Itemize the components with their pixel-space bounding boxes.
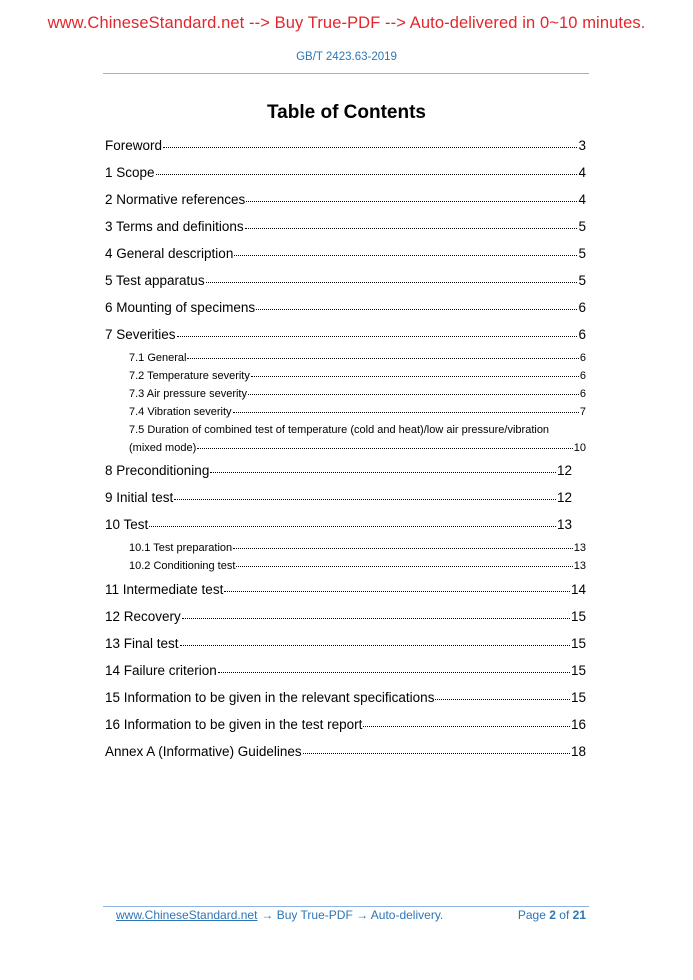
toc-leader	[156, 174, 578, 175]
toc-entry-page: 13	[573, 542, 586, 554]
toc-entry-page: 6	[578, 327, 586, 342]
toc-entry-title: 14 Failure criterion	[105, 663, 217, 678]
page-label: Page	[517, 908, 546, 922]
toc-entry-title: 16 Information to be given in the test report	[105, 717, 363, 732]
page-number: 2	[549, 908, 556, 922]
toc-entry-title: 6 Mounting of specimens	[105, 300, 256, 315]
toc-subentry[interactable]	[129, 352, 586, 364]
toc-entry-title: 12 Recovery	[105, 609, 181, 624]
toc-entry[interactable]	[105, 636, 586, 651]
toc-leader	[435, 699, 570, 700]
page-total: 21	[572, 908, 586, 922]
toc-entry-title: 5 Test apparatus	[105, 273, 205, 288]
toc-leader	[197, 448, 573, 449]
toc-leader	[180, 645, 570, 646]
toc-entry-title: 8 Preconditioning	[105, 463, 210, 478]
toc-entry-title: 9 Initial test	[105, 490, 174, 505]
toc-entry-title: 10 Test	[105, 517, 149, 532]
footer-divider	[103, 906, 589, 907]
toc-leader	[182, 618, 570, 619]
toc-entry-title: 7.2 Temperature severity	[129, 370, 250, 382]
toc-leader	[234, 255, 577, 256]
toc-entry-title: 13 Final test	[105, 636, 179, 651]
toc-entry[interactable]	[105, 690, 586, 705]
toc-entry-page: 15	[570, 609, 586, 624]
toc-entry-title: 7.4 Vibration severity	[129, 406, 232, 418]
toc-entry-page: 13	[556, 517, 572, 532]
toc-leader	[218, 672, 570, 673]
toc-entry-page: 7	[579, 406, 586, 418]
toc-leader	[363, 726, 570, 727]
toc-entry[interactable]	[105, 463, 572, 478]
toc-entry-page: 4	[578, 165, 586, 180]
toc-entry-page: 13	[573, 560, 586, 572]
toc-title: Table of Contents	[266, 102, 427, 123]
toc-entry[interactable]	[105, 246, 586, 261]
toc-entry[interactable]	[105, 300, 586, 315]
toc-leader	[248, 394, 579, 395]
toc-entry-page: 6	[579, 352, 586, 364]
toc-entry-page: 10	[573, 442, 586, 454]
toc-entry-title: 10.2 Conditioning test	[129, 560, 236, 572]
toc-entry-title: 7.1 General	[129, 352, 187, 364]
toc-entry-title: 10.1 Test preparation	[129, 542, 233, 554]
of-label: of	[559, 908, 570, 922]
page-footer	[116, 908, 586, 922]
toc-leader	[246, 201, 577, 202]
toc-subentry[interactable]	[129, 542, 586, 554]
toc-entry-title: 11 Intermediate test	[105, 582, 224, 597]
footer-link[interactable]: www.ChineseStandard.net	[116, 908, 258, 922]
toc-entry-title: 7 Severities	[105, 327, 176, 342]
toc-leader	[177, 336, 578, 337]
toc-entry[interactable]	[105, 219, 586, 234]
toc-subentry[interactable]	[129, 560, 586, 572]
toc-entry-page: 16	[570, 717, 586, 732]
toc-leader	[206, 282, 578, 283]
toc-entry-page: 12	[556, 463, 572, 478]
toc-entry[interactable]	[105, 165, 586, 180]
page-indicator	[518, 908, 586, 922]
toc-entry-title: Annex A (Informative) Guidelines	[105, 744, 302, 759]
toc-entry-page: 6	[578, 300, 586, 315]
toc-entry-page: 5	[578, 273, 586, 288]
toc-entry[interactable]	[105, 582, 586, 597]
toc-entry[interactable]	[105, 717, 586, 732]
toc-leader	[245, 228, 578, 229]
toc-entry-title: Foreword	[105, 138, 163, 153]
toc-entry-title: 7.3 Air pressure severity	[129, 388, 247, 400]
toc-entry-page: 6	[579, 370, 586, 382]
toc-subentry[interactable]	[129, 370, 586, 382]
toc-subentry[interactable]	[129, 388, 586, 400]
toc-entry-page: 4	[578, 192, 586, 207]
toc-leader	[163, 147, 577, 148]
toc-entry-page: 5	[578, 219, 586, 234]
toc-entry[interactable]	[105, 490, 572, 505]
toc-subentry-title-line1[interactable]: 7.5 Duration of combined test of temperature (cold and heat)/low air pressure/vibration	[129, 424, 550, 436]
toc-entry[interactable]	[105, 663, 586, 678]
toc-entry-title: 4 General description	[105, 246, 234, 261]
toc-entry-page: 3	[578, 138, 586, 153]
promo-banner[interactable]: www.ChineseStandard.net --> Buy True-PDF --> Auto-delivered in 0~10 minutes.	[47, 14, 646, 32]
toc-entry-title: 1 Scope	[105, 165, 155, 180]
toc-leader	[149, 526, 556, 527]
toc-entry-title: 15 Information to be given in the relevant specifications	[105, 690, 435, 705]
toc-subentry[interactable]	[129, 406, 586, 418]
footer-text: → Buy True-PDF → Auto-delivery.	[261, 908, 444, 922]
toc-leader	[187, 358, 578, 359]
toc-entry[interactable]	[105, 192, 586, 207]
toc-entry[interactable]	[105, 327, 586, 342]
toc-leader	[256, 309, 577, 310]
toc-entry[interactable]	[105, 609, 586, 624]
toc-leader	[236, 566, 572, 567]
toc-entry[interactable]	[105, 744, 586, 759]
standard-code: GB/T 2423.63-2019	[296, 51, 397, 63]
toc-entry-page: 18	[570, 744, 586, 759]
toc-entry[interactable]	[105, 517, 572, 532]
toc-leader	[251, 376, 579, 377]
toc-leader	[233, 548, 573, 549]
toc-leader	[303, 753, 570, 754]
toc-entry-page: 6	[579, 388, 586, 400]
toc-entry-page: 15	[570, 663, 586, 678]
toc-entry-page: 12	[556, 490, 572, 505]
toc-entry-title: 3 Terms and definitions	[105, 219, 244, 234]
toc-leader	[224, 591, 570, 592]
toc-entry-page: 5	[578, 246, 586, 261]
toc-entry[interactable]	[105, 138, 586, 153]
toc-leader	[174, 499, 556, 500]
toc-entry-page: 15	[570, 636, 586, 651]
toc-entry[interactable]	[105, 273, 586, 288]
toc-entry-page: 14	[570, 582, 586, 597]
toc-subentry[interactable]	[129, 442, 586, 454]
toc-leader	[233, 412, 579, 413]
toc-entry-title: (mixed mode)	[129, 442, 197, 454]
toc-entry-title: 2 Normative references	[105, 192, 246, 207]
toc-entry-page: 15	[570, 690, 586, 705]
toc-leader	[210, 472, 556, 473]
